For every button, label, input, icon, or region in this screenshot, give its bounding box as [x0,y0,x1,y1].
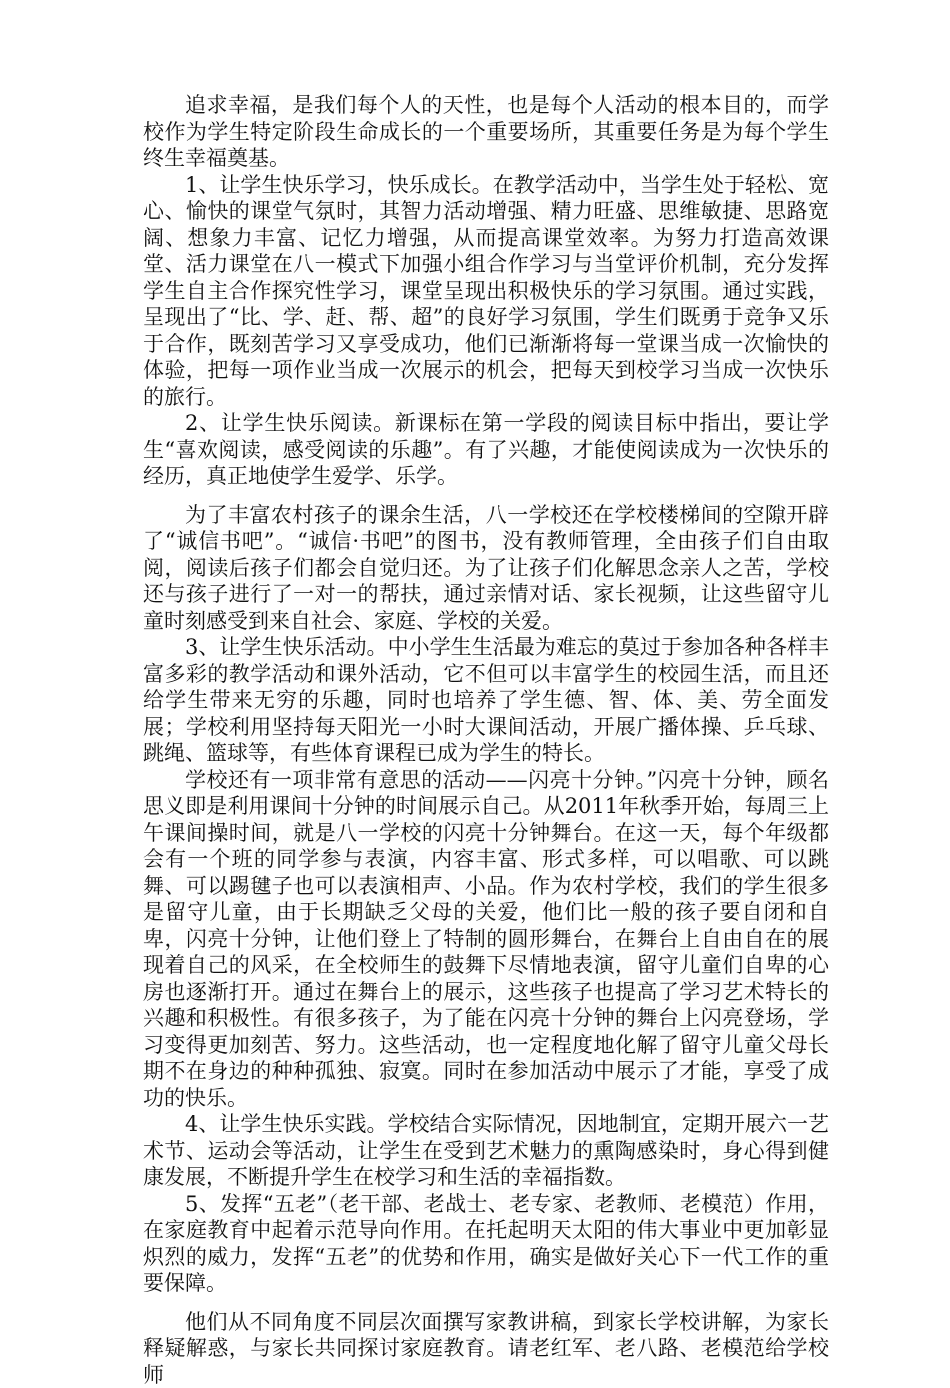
paragraph-family-lectures: 他们从不同角度不同层次面撰写家教讲稿，到家长学校讲解，为家长释疑解惑，与家长共同探讨家庭教育。请老红军、老八路、老模范给学校师 [143,1309,829,1388]
paragraph-happy-learning: 1、让学生快乐学习，快乐成长。在教学活动中，当学生处于轻松、宽心、愉快的课堂气氛时，其智力活动增强、精力旺盛、思维敏捷、思路宽阔、想象力丰富、记忆力增强，从而提高课堂效率。为努力打造高效课堂、活力课堂在八一模式下加强小组合作学习与当堂评价机制，充分发挥学生自主合作探究性学习，课堂呈现出积极快乐的学习氛围。通过实践，呈现出了“比、学、赶、帮、超”的良好学习氛围，学生们既勇于竞争又乐于合作，既刻苦学习又享受成功，他们已渐渐将每一堂课当成一次愉快的体验，把每一项作业当成一次展示的机会，把每天到校学习当成一次快乐的旅行。 [143,172,829,411]
document-body [143,92,829,1388]
paragraph-happy-practice: 4、让学生快乐实践。学校结合实际情况，因地制宜，定期开展六一艺术节、运动会等活动，让学生在受到艺术魅力的熏陶感染时，身心得到健康发展，不断提升学生在校学习和生活的幸福指数。 [143,1111,829,1191]
paragraph-happy-activities: 3、让学生快乐活动。中小学生生活最为难忘的莫过于参加各种各样丰富多彩的教学活动和课外活动，它不但可以丰富学生的校园生活，而且还给学生带来无穷的乐趣，同时也培养了学生德、智、体、美、劳全面发展；学校利用坚持每天阳光一小时大课间活动，开展广播体操、乒乓球、跳绳、篮球等，有些体育课程已成为学生的特长。 [143,634,829,767]
paragraph-honesty-book-bar: 为了丰富农村孩子的课余生活，八一学校还在学校楼梯间的空隙开辟了“诚信书吧”。“诚信·书吧”的图书，没有教师管理，全由孩子们自由取阅，阅读后孩子们都会自觉归还。为了让孩子们化解思念亲人之苦，学校还与孩子进行了一对一的帮扶，通过亲情对话、家长视频，让这些留守儿童时刻感受到来自社会、家庭、学校的关爱。 [143,502,829,635]
paragraph-happy-reading: 2、让学生快乐阅读。新课标在第一学段的阅读目标中指出，要让学生“喜欢阅读，感受阅读的乐趣”。有了兴趣，才能使阅读成为一次快乐的经历，真正地使学生爱学、乐学。 [143,410,829,490]
paragraph-five-elders: 5、发挥“五老”（老干部、老战士、老专家、老教师、老模范）作用，在家庭教育中起着示范导向作用。在托起明天太阳的伟大事业中更加彰显炽烈的威力，发挥“五老”的优势和作用，确实是做好关心下一代工作的重要保障。 [143,1191,829,1297]
paragraph-shining-ten-minutes: 学校还有一项非常有意思的活动——闪亮十分钟。”闪亮十分钟，顾名思义即是利用课间十分钟的时间展示自己。从2011年秋季开始，每周三上午课间操时间，就是八一学校的闪亮十分钟舞台。在这一天，每个年级都会有一个班的同学参与表演，内容丰富、形式多样，可以唱歌、可以跳舞、可以踢毽子也可以表演相声、小品。作为农村学校，我们的学生很多是留守儿童，由于长期缺乏父母的关爱，他们比一般的孩子要自闭和自卑，闪亮十分钟，让他们登上了特制的圆形舞台，在舞台上自由自在的展现着自己的风采，在全校师生的鼓舞下尽情地表演，留守儿童们自卑的心房也逐渐打开。通过在舞台上的展示，这些孩子也提高了学习艺术特长的兴趣和积极性。有很多孩子，为了能在闪亮十分钟的舞台上闪亮登场，学习变得更加刻苦、努力。这些活动，也一定程度地化解了留守儿童父母长期不在身边的种种孤独、寂寞。同时在参加活动中展示了才能，享受了成功的快乐。 [143,767,829,1112]
paragraph-intro: 追求幸福，是我们每个人的天性，也是每个人活动的根本目的，而学校作为学生特定阶段生命成长的一个重要场所，其重要任务是为每个学生终生幸福奠基。 [143,92,829,172]
